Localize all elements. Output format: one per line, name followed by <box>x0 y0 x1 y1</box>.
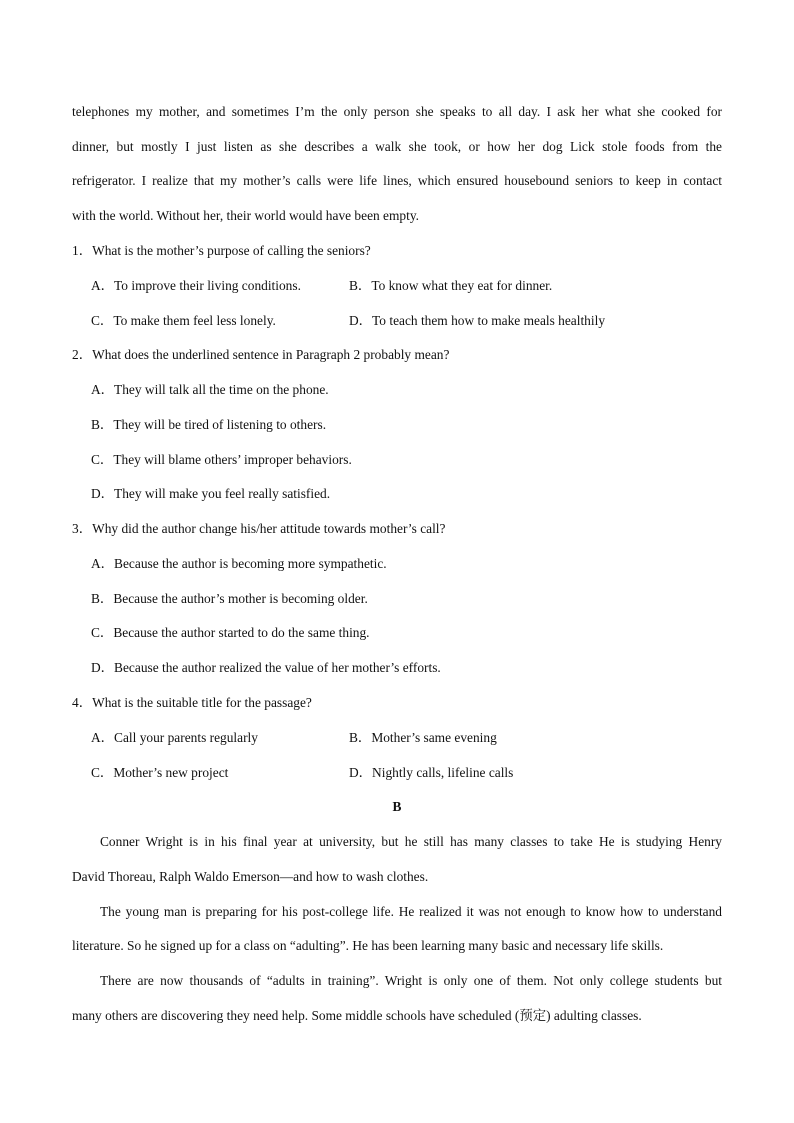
option-c: C．Mother’s new project <box>91 765 229 780</box>
option-a: A．They will talk all the time on the phone. <box>91 382 329 397</box>
question-stem: 2．What does the underlined sentence in Paragraph 2 probably mean? <box>72 347 450 362</box>
passage-line: telephones my mother, and sometimes I’m the only person she speaks to all day. I ask her what she cooked for <box>72 104 722 119</box>
passage-line: The young man is preparing for his post-college life. He realized it was not enough to know how to understand <box>100 904 722 919</box>
option-c: C．To make them feel less lonely. <box>91 313 276 328</box>
passage-line: dinner, but mostly I just listen as she describes a walk she took, or how her dog Lick stole foods from the <box>72 139 722 154</box>
option-b: B．Because the author’s mother is becoming older. <box>91 591 368 606</box>
option-c: C．They will blame others’ improper behaviors. <box>91 452 352 467</box>
question-stem: 1．What is the mother’s purpose of calling the seniors? <box>72 243 371 258</box>
option-d: D．To teach them how to make meals healthily <box>349 313 606 328</box>
option-b: B．To know what they eat for dinner. <box>349 278 553 293</box>
option-b: B．Mother’s same evening <box>349 730 497 745</box>
passage-line: Conner Wright is in his final year at university, but he still has many classes to take He is studying Henry <box>100 834 722 849</box>
option-a: A．To improve their living conditions. <box>91 278 301 293</box>
option-b: B．They will be tired of listening to others. <box>91 417 327 432</box>
option-d: D．Nightly calls, lifeline calls <box>349 765 514 780</box>
option-d: D．They will make you feel really satisfied. <box>91 486 331 501</box>
passage-line: refrigerator. I realize that my mother’s calls were life lines, which ensured housebound seniors to keep in contact <box>72 173 722 188</box>
section-heading: B <box>392 799 402 814</box>
option-a: A．Because the author is becoming more sympathetic. <box>91 556 387 571</box>
passage-line: There are now thousands of “adults in training”. Wright is only one of them. Not only college students but <box>100 973 722 988</box>
question-stem: 3．Why did the author change his/her attitude towards mother’s call? <box>72 521 446 536</box>
question-stem: 4．What is the suitable title for the passage? <box>72 695 312 710</box>
passage-line: with the world. Without her, their world would have been empty. <box>72 208 420 223</box>
passage-line: many others are discovering they need help. Some middle schools have scheduled (预定) adulting classes. <box>72 1008 642 1023</box>
passage-line: David Thoreau, Ralph Waldo Emerson—and how to wash clothes. <box>72 869 429 884</box>
passage-line: literature. So he signed up for a class on “adulting”. He has been learning many basic and necessary life skills. <box>72 938 664 953</box>
option-c: C．Because the author started to do the same thing. <box>91 625 370 640</box>
option-a: A．Call your parents regularly <box>91 730 258 745</box>
option-d: D．Because the author realized the value of her mother’s efforts. <box>91 660 441 675</box>
